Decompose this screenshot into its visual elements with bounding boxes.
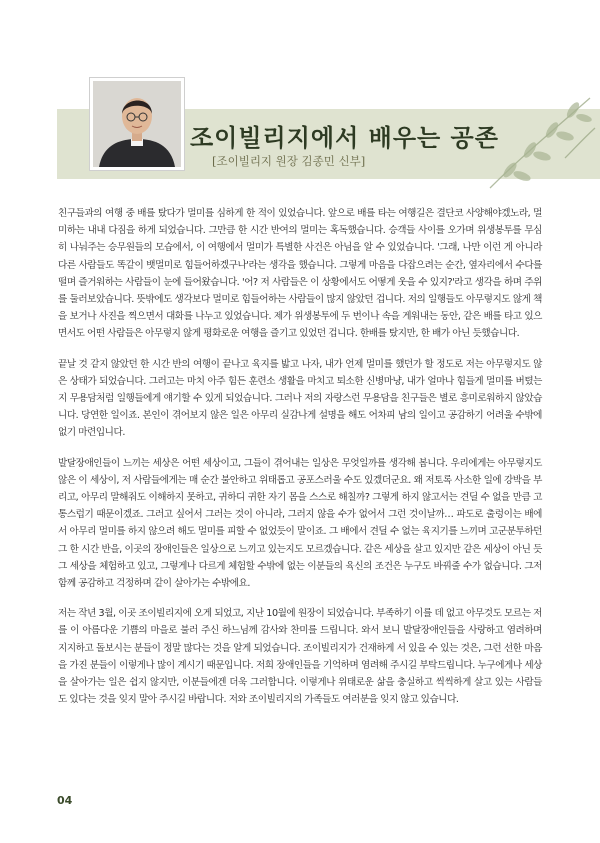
author-byline: [조이빌리지 원장 김종민 신부] xyxy=(212,154,366,168)
paragraph: 친구들과의 여행 중 배를 탔다가 멀미를 심하게 한 적이 있었습니다. 앞으로 배를 타는 여행길은 결단코 사양해야겠노라, 멀미하는 내내 다짐을 하게 되었습니다. 그만큼 한 시간 반여의 멀미는 혹독했습니다. 승객들 사이를 오가며 위생봉투를 무심히 나눠주는 승무원들의 모습에서, 이 여행에서 멀미가 특별한 사건은 아님을 알 수 있었습니다. '그래, 나만 이런 게 아니라 다른 사람들도 똑같이 뱃멀미로 힘들어하겠구나'라는 생각을 했습니다. 그렇게 마음을 다잡으려는 순간, 옆자리에서 수다를 떨며 즐거워하는 사람들이 눈에 들어왔습니다. '어? 저 사람들은 이 상황에서도 어떻게 웃을 수 있지?'라고 생각을 하며 주위를 둘러보았습니다. 뜻밖에도 생각보다 멀미로 힘들어하는 사람들이 많지 않았던 겁니다. 저의 일행들도 아무렇지도 않게 책을 보거나 사진을 찍으면서 대화를 나누고 있었습니다. 제가 위생봉투에 두 번이나 속을 게워내는 동안, 같은 배를 타고 있으면서도 어떤 사람들은 아무렇지 않게 평화로운 여행을 즐기고 있었던 겁니다. 한배를 탔지만, 한 배가 아닌 듯했습니다. xyxy=(58,208,542,340)
paragraph: 발달장애인들이 느끼는 세상은 어떤 세상이고, 그들이 겪어내는 일상은 무엇일까를 생각해 봅니다. 우리에게는 아무렇지도 않은 이 세상이, 저 사람들에게는 매 순간 불안하고 위태롭고 공포스러울 수도 있겠더군요. 왜 저토록 사소한 일에 강박을 부리고, 아무리 말해줘도 이해하지 못하고, 귀하디 귀한 자기 몸을 스스로 해칠까? 그렇게 하지 않고서는 견딜 수 없을 만큼 고통스럽기 때문이겠죠. 그러고 싶어서 그러는 것이 아니라, 그러지 않을 수가 없어서 그런 것이날까… 파도로 출렁이는 배에서 아무리 멀미를 하지 않으려 해도 멀미를 피할 수 없었듯이 말이죠. 그 배에서 견딜 수 없는 육지기를 느끼며 고군분투하던 그 한 시간 반을, 이곳의 장애인들은 일상으로 느끼고 있는지도 모르겠습니다. 같은 세상을 살고 있지만 같은 세상이 아닌 듯 그 세상을 체험하고 있고, 그렇게나 다르게 체험할 수밖에 없는 이분들의 육신의 조건은 누구도 바꿔줄 수가 없습니다. 그저 함께 공감하고 걱정하며 같이 살아가는 수밖에요. xyxy=(58,457,542,590)
page-number: 04 xyxy=(57,794,73,807)
priest-portrait-icon xyxy=(93,81,181,167)
author-photo xyxy=(90,78,184,170)
page-title: 조이빌리지에서 배우는 공존 xyxy=(190,124,499,152)
article-body xyxy=(58,205,542,708)
paragraph: 끝날 것 같지 않았던 한 시간 반의 여행이 끝나고 육지를 밟고 나자, 내가 언제 멀미를 했던가 할 정도로 저는 아무렇지도 않은 상태가 되었습니다. 그러고는 마치 아주 힘든 훈련소 생활을 마치고 퇴소한 신병마냥, 내가 얼마나 힘들게 멀미를 버텼는지 무용담처럼 일행들에게 얘기할 수 있게 되었습니다. 그러나 저의 자랑스런 무용담을 친구들은 별로 흥미로워하지 않았습니다. 당연한 일이죠. 본인이 겪어보지 않은 일은 아무리 실감나게 설명을 해도 어차피 남의 일이고 공감하기 어려울 수밖에 없기 마련입니다. xyxy=(58,358,542,439)
paragraph: 저는 작년 3월, 이곳 조이빌리지에 오게 되었고, 지난 10월에 원장이 되었습니다. 부족하기 이를 데 없고 아무것도 모르는 저를 이 아름다운 기쁨의 마을로 불러 주신 하느님께 감사와 찬미를 드립니다. 와서 보니 발달장애인들을 사랑하고 염려하며 지지하고 돌보시는 분들이 정말 많다는 것을 알게 되었습니다. 조이빌리지가 건재하게 서 있을 수 있는 것은, 그런 선한 마음을 가진 분들이 이렇게나 많이 계시기 때문입니다. 저희 장애인들을 기억하며 염려해 주시길 부탁드립니다. 누구에게나 세상을 살아가는 일은 쉽지 않지만, 이분들에겐 더욱 그러합니다. 이렇게나 위태로운 삶을 충실하고 씩씩하게 살고 있는 사람들도 있다는 것을 잊지 말아 주시길 바랍니다. 저와 조이빌리지의 가족들도 여러분을 잊지 않고 있습니다. xyxy=(58,608,542,706)
